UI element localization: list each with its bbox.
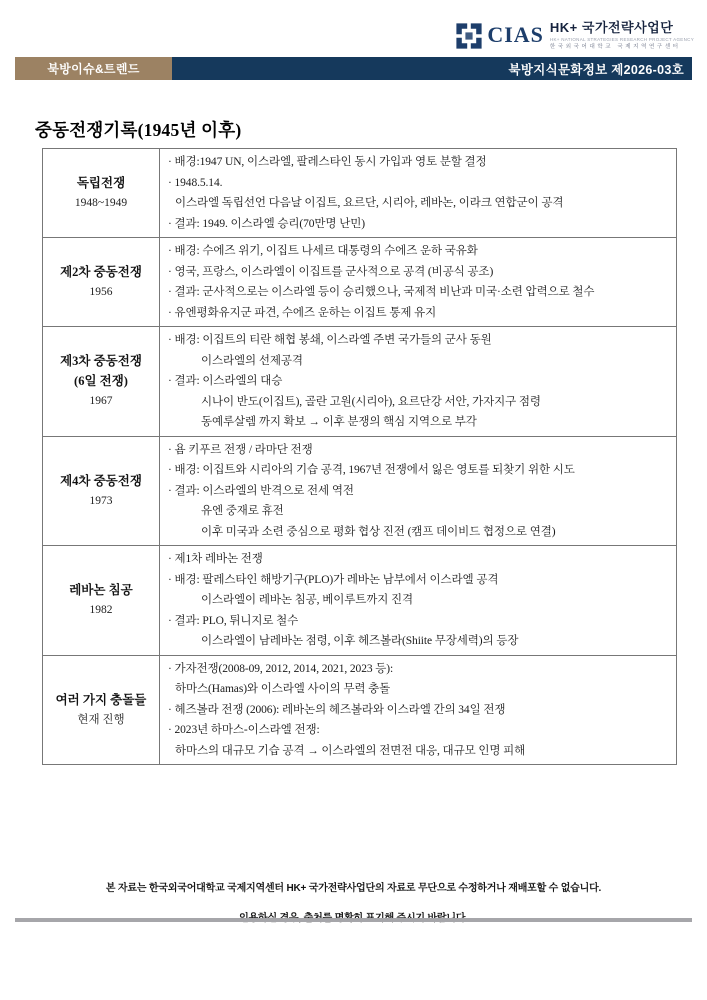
table-row (43, 546, 677, 656)
war-detail-cell (160, 238, 677, 327)
war-name: 제2차 중동전쟁 (60, 265, 142, 279)
detail-line: 이후 미국과 소련 중심으로 평화 협상 진전 (캠프 데이비드 협정으로 연결) (201, 525, 556, 538)
detail-line: · 가자전쟁(2008-09, 2012, 2014, 2021, 2023 등): (168, 662, 394, 675)
cias-logo (454, 19, 694, 51)
war-period: 1982 (89, 604, 113, 617)
detail-line: 이스라엘의 선제공격 (201, 354, 303, 367)
war-period: 1956 (89, 286, 113, 298)
war-period: 현재 진행 (77, 713, 125, 726)
org-name: HK+ 국가전략사업단 (549, 20, 674, 35)
detail-line: · 결과: 1949. 이스라엘 승리(70만명 난민) (168, 217, 365, 230)
detail-line: · 2023년 하마스-이스라엘 전쟁: (168, 724, 320, 736)
war-period: 1948~1949 (74, 197, 128, 209)
war-name-cell (43, 655, 160, 765)
banner-issue-label: 북방지식문화정보 제2026-03호 (172, 57, 692, 80)
war-table-body (43, 149, 677, 765)
banner-section-label: 북방이슈&트렌드 (15, 57, 172, 80)
detail-line: 하마스(Hamas)와 이스라엘 사이의 무력 충돌 (175, 683, 391, 695)
detail-line: 시나이 반도(이집트), 골란 고원(시리아), 요르단강 서안, 가자지구 점령 (201, 395, 541, 408)
war-period: 1973 (89, 494, 113, 507)
war-name: 여러 가지 충돌들 (55, 692, 147, 707)
war-name-cell (43, 238, 160, 327)
cias-logo-icon (454, 21, 484, 51)
detail-line: 이스라엘이 레바논 침공, 베이루트까지 진격 (201, 594, 414, 606)
logo-org-block (550, 19, 694, 51)
war-name: 제3차 중동전쟁 (60, 354, 142, 369)
detail-line: 동예루살렘 까지 확보 → 이후 분쟁의 핵심 지역으로 부각 (201, 416, 477, 428)
org-subtitle-korean: 한국외국어대학교 국제지역연구센터 (549, 44, 681, 50)
detail-line: · 배경: 팔레스타인 해방기구(PLO)가 레바논 남부에서 이스라엘 공격 (168, 573, 499, 586)
war-detail-cell (160, 546, 677, 656)
table-row (43, 238, 677, 327)
war-detail-cell (160, 436, 677, 546)
table-row (43, 436, 677, 546)
war-name: 독립전쟁 (76, 176, 126, 190)
detail-line: · 욤 키푸르 전쟁 / 라마단 전쟁 (168, 443, 313, 456)
war-record-table (42, 148, 677, 765)
detail-line: · 헤즈볼라 전쟁 (2006): 레바논의 헤즈볼라와 이스라엘 간의 34일 전쟁 (168, 703, 506, 716)
detail-line: 이스라엘 독립선언 다음날 이집트, 요르단, 시리아, 레바논, 이라크 연합군이 공격 (175, 197, 564, 209)
war-name: 제4차 중동전쟁 (60, 473, 142, 488)
detail-line: · 유엔평화유지군 파견, 수에즈 운하는 이집트 통제 유지 (168, 306, 437, 319)
footer-divider (15, 918, 692, 922)
detail-line: · 영국, 프랑스, 이스라엘이 이집트를 군사적으로 공격 (비공식 공조) (168, 265, 494, 278)
detail-line: · 배경: 이집트와 시리아의 기습 공격, 1967년 전쟁에서 잃은 영토를 되찾기 위한 시도 (168, 464, 575, 476)
detail-line: · 결과: 군사적으로는 이스라엘 등이 승리했으나, 국제적 비난과 미국·소련 압력으로 철수 (168, 286, 595, 298)
detail-line: · 결과: PLO, 튀니지로 철수 (168, 614, 299, 627)
detail-line: · 배경: 수에즈 위기, 이집트 나세르 대통령의 수에즈 운하 국유화 (168, 245, 478, 257)
detail-line: 하마스의 대규모 기습 공격 → 이스라엘의 전면전 대응, 대규모 인명 피해 (175, 744, 526, 757)
war-name: 레바논 침공 (69, 583, 133, 598)
war-period: 1967 (89, 395, 113, 408)
war-detail-cell (160, 149, 677, 238)
detail-line: · 1948.5.14. (168, 176, 223, 189)
war-name: (6일 전쟁) (74, 374, 128, 389)
detail-line: 유엔 중재로 휴전 (201, 505, 284, 517)
table-row (43, 655, 677, 765)
table-row (43, 327, 677, 437)
cias-wordmark: CIAS (487, 22, 544, 47)
org-subtitle-english: HK+ NATIONAL STRATEGIES RESEARCH PROJECT AGENCY (549, 37, 694, 42)
detail-line: · 결과: 이스라엘의 반격으로 전세 역전 (168, 484, 354, 497)
war-detail-cell (160, 327, 677, 437)
war-name-cell (43, 327, 160, 437)
detail-line: · 제1차 레바논 전쟁 (168, 553, 263, 565)
header-banner (15, 57, 692, 80)
detail-line: · 배경:1947 UN, 이스라엘, 팔레스타인 동시 가입과 영토 분할 결정 (168, 156, 487, 168)
war-detail-cell (160, 655, 677, 765)
detail-line: 이스라엘이 남레바논 점령, 이후 헤즈볼라(Shiite 무장세력)의 등장 (201, 635, 519, 647)
detail-line: · 결과: 이스라엘의 대승 (168, 375, 283, 387)
war-name-cell (43, 436, 160, 546)
war-name-cell (43, 149, 160, 238)
detail-line: · 배경: 이집트의 티란 해협 봉쇄, 이스라엘 주변 국가들의 군사 동원 (168, 334, 492, 346)
page-title: 중동전쟁기록(1945년 이후) (35, 120, 242, 140)
footer-line-1: 본 자료는 한국외국어대학교 국제지역센터 HK+ 국가전략사업단의 자료로 무단으로 수정하거나 재배포할 수 없습니다. (105, 883, 602, 894)
war-name-cell (43, 546, 160, 656)
table-row (43, 149, 677, 238)
